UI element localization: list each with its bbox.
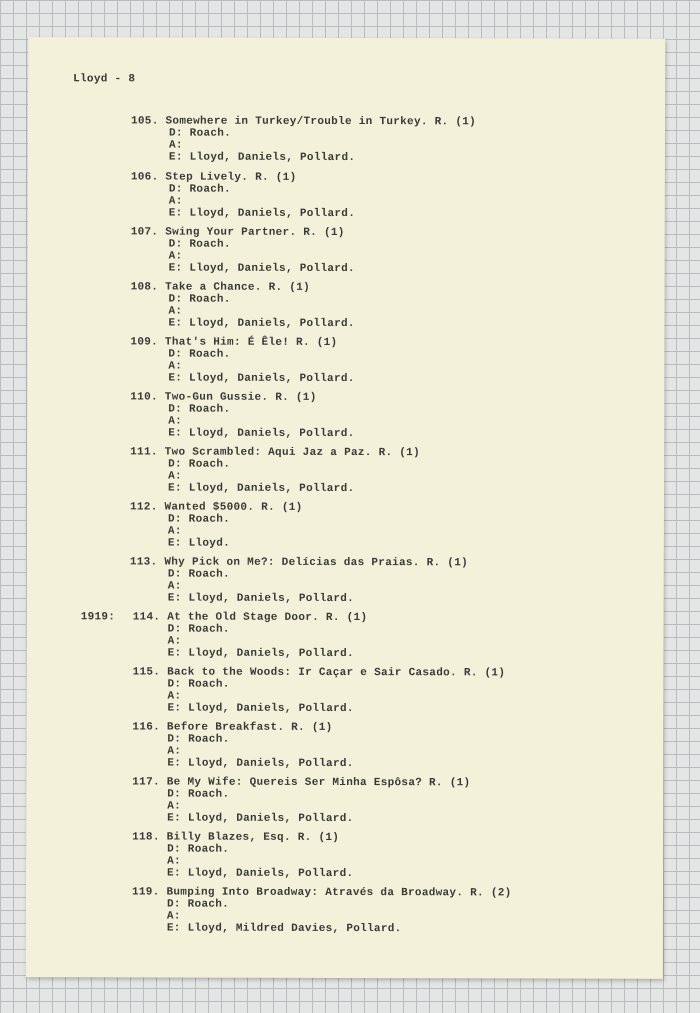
entry-a: A: (168, 139, 183, 152)
entry-director: D: Roach. (168, 183, 231, 196)
entry-cast: E: Lloyd, Daniels, Pollard. (167, 757, 354, 771)
entry-cast: E: Lloyd, Daniels, Pollard. (167, 592, 355, 606)
entry-title: 113. Why Pick on Me?: Delícias das Praias. R. (1) (129, 556, 469, 570)
entry-title: 111. Two Scrambled: Aqui Jaz a Paz. R. (1) (130, 446, 421, 460)
entry-cast: E: Lloyd, Daniels, Pollard. (168, 207, 356, 221)
entry-cast: E: Lloyd, Daniels, Pollard. (168, 317, 355, 331)
entry-a: A: (168, 195, 183, 208)
entry-a: A: (168, 415, 183, 428)
entry-a: A: (168, 470, 182, 483)
entry-title: 106. Step Lively. R. (1) (130, 171, 297, 184)
entry-director: D: Roach. (166, 898, 230, 911)
entry-title: 112. Wanted $5000. R. (1) (129, 501, 303, 514)
entry-title: 118. Billy Blazes, Esq. R. (1) (132, 831, 340, 844)
entry-a: A: (166, 910, 181, 923)
entry-director: D: Roach. (168, 458, 231, 471)
entry-director: D: Roach. (168, 348, 231, 361)
entry-title: 119. Bumping Into Broadway: Através da Broadway. R. (2) (131, 886, 512, 900)
entry-cast: E: Lloyd, Daniels, Pollard. (167, 867, 354, 881)
entry-cast: E: Lloyd. (167, 537, 231, 550)
entry-a: A: (168, 360, 183, 373)
entry-a: A: (167, 855, 181, 868)
entry-director: D: Roach. (167, 623, 230, 636)
entry-director: D: Roach. (167, 513, 231, 526)
entry-director: D: Roach. (168, 238, 231, 251)
entry-title: 115. Back to the Woods: Ir Caçar e Sair Casado. R. (1) (132, 666, 506, 680)
entry-cast: E: Lloyd, Daniels, Pollard. (168, 151, 356, 165)
entry-director: D: Roach. (167, 568, 230, 581)
entry-a: A: (167, 635, 182, 648)
year-marker: 1919: (80, 611, 116, 624)
typed-page (26, 37, 665, 979)
entry-director: D: Roach. (167, 788, 230, 801)
entry-director: D: Roach. (168, 293, 231, 306)
entry-title: 107. Swing Your Partner. R. (1) (130, 226, 345, 239)
entry-a: A: (168, 250, 183, 263)
entry-cast: E: Lloyd, Daniels, Pollard. (168, 482, 355, 496)
entry-cast: E: Lloyd, Daniels, Pollard. (167, 702, 354, 716)
entry-director: D: Roach. (167, 843, 230, 856)
entry-title: 114. At the Old Stage Door. R. (1) (132, 611, 368, 625)
entry-cast: E: Lloyd, Daniels, Pollard. (168, 372, 355, 386)
entry-a: A: (167, 525, 182, 538)
entry-a: A: (168, 305, 183, 318)
entry-a: A: (167, 690, 182, 703)
entry-title: 105. Somewhere in Turkey/Trouble in Turkey. R. (1) (130, 115, 477, 129)
entry-cast: E: Lloyd, Daniels, Pollard. (168, 427, 355, 441)
entry-cast: E: Lloyd, Daniels, Pollard. (168, 262, 355, 276)
entry-cast: E: Lloyd, Mildred Davies, Pollard. (166, 922, 402, 936)
entry-a: A: (167, 580, 182, 593)
entry-title: 110. Two-Gun Gussie. R. (1) (130, 391, 317, 404)
entry-title: 109. That's Him: É Êle! R. (1) (130, 336, 338, 349)
entry-director: D: Roach. (168, 403, 231, 416)
entry-cast: E: Lloyd, Daniels, Pollard. (167, 812, 354, 826)
entry-title: 108. Take a Chance. R. (1) (130, 281, 311, 294)
entry-title: 117. Be My Wife: Quereis Ser Minha Espôsa? R. (1) (132, 776, 471, 790)
entry-director: D: Roach. (168, 127, 232, 140)
entry-title: 116. Before Breakfast. R. (1) (132, 721, 333, 734)
entry-cast: E: Lloyd, Daniels, Pollard. (167, 647, 354, 661)
page-header: Lloyd - 8 (73, 73, 136, 86)
entry-director: D: Roach. (167, 678, 230, 691)
entry-director: D: Roach. (167, 733, 230, 746)
entry-a: A: (167, 745, 182, 758)
entry-a: A: (167, 800, 182, 813)
